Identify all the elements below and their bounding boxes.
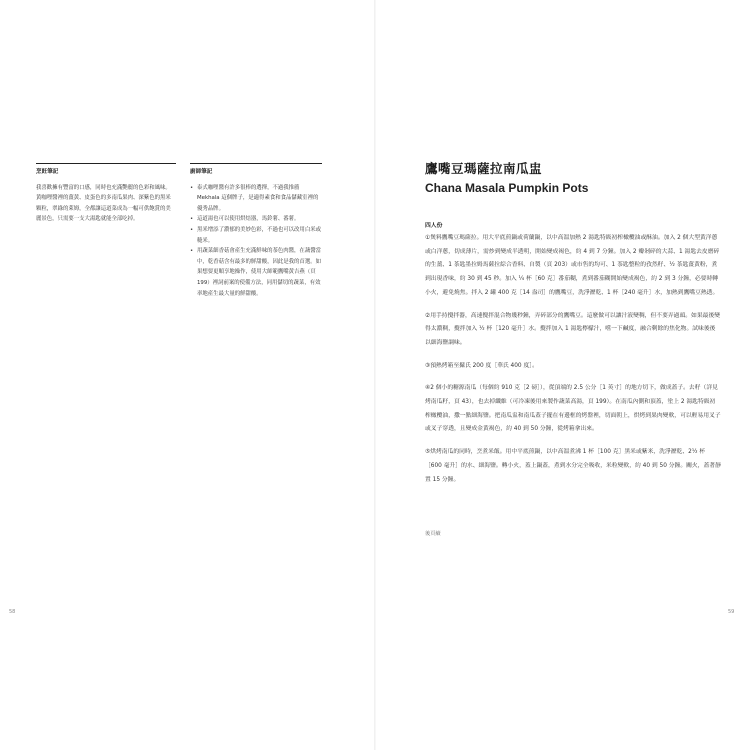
note-title: 烹飪筆記 (36, 169, 59, 175)
recipe-step: ①煲料鷹嘴豆瑪薩拉。用大平底煎鍋或荷蘭鍋，以中高溫加熱 2 湯匙特級初榨橄欖油或酥油。加入 2 個大型黃洋蔥或白洋蔥，切成薄片，需炒到變成半透明，開始變成褐色，約 4 到 7 分鐘。加入 2 瓣剁碎的大蒜、1 湯匙去皮磨碎的生薑、1 茶匙墨拉姆馬薩拉綜合香料、自製（頁 203）或市售的均可、1 茶匙整粒的孜然籽、½ 茶匙薑黃粉，煮到出現香味，約 30 到 45 秒。加入 ¼ 杯［60 克］番茄糊，煮到番茄糊開始變成褐色，約 2 到 3 分鐘，必要時轉小火，避免燒焦。拌入 2 罐 400 克［14 盎司］的鷹嘴豆，洗淨瀝乾、1 杯［240 毫升］水，加熱到鷹嘴豆熱透。 (425, 235, 720, 296)
recipe-step: ③預熱烤箱至攝氏 200 度［華氏 400 度］。 (425, 362, 538, 369)
note-item: • 用蔬菜細香菇會產生充滿鮮味的茶色肉醬，在蔬醬當中，乾香菇含有最多的鮮甜酸，因此是我的首選。如果想要更順享地操作，使用大師範鷹嘴黃吉燕（頁 199）裡詞前案的使備方法，同用儲切的蔬菜，有效率地產生最大量的鮮甜酸。 (190, 246, 322, 299)
recipe-title: 鷹嘴豆瑪薩拉南瓜盅 (425, 161, 543, 176)
recipe-step: ⑤烘烤南瓜的同時，烹煮米飯。用中平底煎鍋，以中高溫煮沸 1 杯［100 克］黑米或紫米，洗淨瀝乾、2½ 杯［600 毫升］的水、細海鹽。轉小火，蓋上鍋蓋，煮到水分完全吸收，米粒變軟，約 40 到 50 分鐘。關火，蓋著靜置 15 分鐘。 (425, 449, 721, 483)
note-list (190, 183, 322, 300)
note-item: • 黑米增添了濃郁的美妙色彩，不過也可以改用白米或糙米。 (190, 225, 322, 246)
recipe-serves: 四人份 (425, 223, 443, 229)
continued-note: 後頁續 (425, 531, 441, 537)
cooking-note (36, 163, 176, 225)
note-text: 我喜歡擁有豐富的口感，同時也充滿艷麗的色彩和風味。黃咖哩醬裡的薑黃、皮蛋色的多南瓜果肉、深紫色的黑米顆粒，翠綠的萊姆，全都讓這道菜成為一幅可供飽賞的美麗景色，只需要一支大湯匙就能全部吃掉。 (36, 184, 171, 223)
note-rule (36, 163, 176, 164)
recipe-subtitle: Chana Masala Pumpkin Pots (425, 181, 589, 195)
recipe-step: ②用手持攪拌器，高速攪拌混合物幾秒鐘，弄碎部分的鷹嘴豆。這麼做可以讓汁液變稠，但不要弄過頭。如果最後變得太濃稠，攪拌加入 ½ 杯［120 毫升］水。攪拌加入 1 湯匙檸檬汁，嚐一下鹹度，融合剩餘的焦化物。試味後後以細海鹽調味。 (425, 312, 721, 346)
chef-note (190, 163, 322, 299)
note-item: • 泰式咖哩醬有許多很棒的選擇，不過我推薦Mekhala 這個牌子，是適得素食和食品儲藏室裡的優秀品牌。 (190, 183, 322, 215)
note-rule (190, 163, 322, 164)
note-title: 廚師筆記 (190, 169, 213, 175)
page-number-left: 58 (9, 609, 16, 615)
book-gutter (374, 0, 376, 750)
note-item: • 這道湯也可以使用烘焙器，馬鈴薯、番薯。 (190, 214, 322, 225)
page-number-right: 59 (728, 609, 735, 615)
recipe-steps (425, 232, 721, 496)
recipe-step: ④2 個小的糖源南瓜（每個約 910 克［2 磅］），從頂端的 2.5 公分［1 英寸］的地方切下，做成蓋子。去籽（詳見烤南瓜籽，頁 43），也去掉纖維（可冷凍後用來製作蔬菜高湯，頁 199）。在南瓜內側和頂蓋，塗上 2 湯匙特級初榨橄欖油，撒一點細海鹽。把南瓜盅和南瓜蓋子擺在有邊框的烤盤裡，切面朝上，烘烤到果肉變軟，可以輕易用叉子或叉子穿透，且變成金黃褐色，約 40 到 50 分鐘，從烤箱拿出來。 (425, 385, 721, 433)
